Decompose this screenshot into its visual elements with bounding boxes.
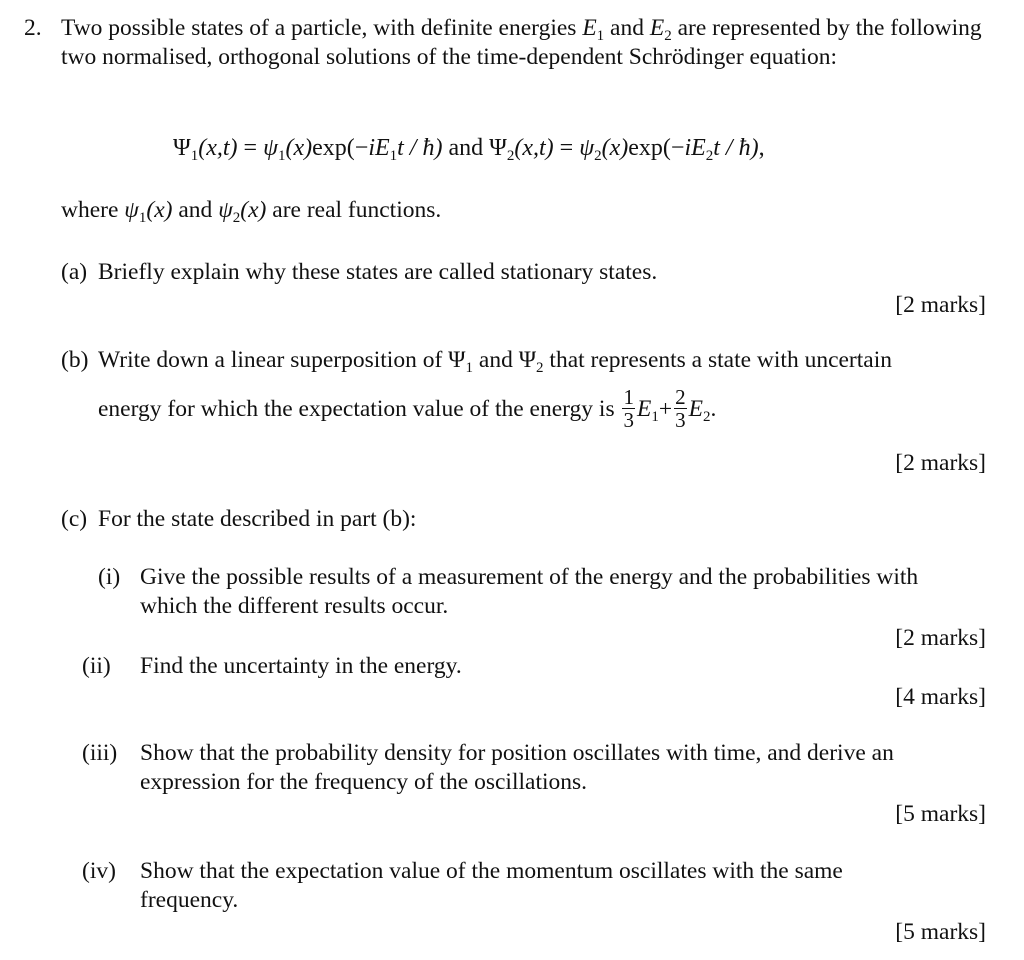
- intro-text-1: Two possible states of a particle, with definite energies: [61, 15, 577, 41]
- part-b-label: (b): [61, 347, 89, 373]
- part-b-line1: Write down a linear superposition of $\Psi_1$ and $\Psi_2$ that represents a state with uncertain: [98, 347, 892, 376]
- part-a-marks: [2 marks]: [895, 292, 986, 318]
- subpart-ii-text: Find the uncertainty in the energy.: [140, 653, 462, 679]
- subpart-iii-text: Show that the probability density for position oscillates with time, and derive an expression for the frequency of the oscillations.: [140, 740, 894, 795]
- subpart-i-marks: [2 marks]: [895, 625, 986, 651]
- part-c-label: (c): [61, 506, 88, 532]
- fraction-two-thirds: $\frac{2}{3}$: [675, 385, 686, 432]
- intro-energy-e1: $E_1$: [582, 15, 605, 44]
- intro-and: and: [610, 15, 644, 41]
- question-intro: [61, 14, 991, 72]
- subpart-iii-marks: [5 marks]: [895, 801, 986, 827]
- subpart-iii-label: (iii): [82, 740, 118, 766]
- intro-text-rest: are represented by the following two normalised, orthogonal solutions of the time-dependent Schrödinger equation:: [61, 15, 982, 70]
- subpart-ii-marks: [4 marks]: [895, 684, 986, 710]
- part-b-line2: energy for which the expectation value of the energy is $\frac{1}{3}$ $E_1+$ $\frac{2}{3}$ $E_2$.: [98, 385, 717, 432]
- part-a-text: Briefly explain why these states are called stationary states.: [98, 259, 658, 285]
- intro-energy-e2: $E_2$: [649, 15, 672, 44]
- fraction-one-third: $\frac{1}{3}$: [623, 385, 634, 432]
- part-b-marks: [2 marks]: [895, 450, 986, 476]
- subpart-iv-label: (iv): [82, 858, 116, 884]
- where-clause: where $\psi_1(x)$ and $\psi_2(x)$ are real functions.: [61, 197, 442, 226]
- subpart-i-label: (i): [98, 564, 121, 590]
- part-c-text: For the state described in part (b):: [98, 506, 417, 532]
- question-number: 2.: [24, 15, 42, 41]
- wavefunction-equation: $\Psi_1(x,t) = \psi_1(x)\exp(-iE_1t$ / ħ) and $\Psi_2(x,t) = \psi_2(x)\exp(-iE_2t$ / ħ),: [173, 135, 765, 164]
- subpart-iv-text: Show that the expectation value of the momentum oscillates with the same frequency.: [140, 858, 843, 913]
- part-a-label: (a): [61, 259, 88, 285]
- subpart-ii-label: (ii): [82, 653, 111, 679]
- subpart-iv-marks: [5 marks]: [895, 919, 986, 945]
- subpart-i-text: Give the possible results of a measurement of the energy and the probabilities with which the different results occur.: [140, 564, 919, 619]
